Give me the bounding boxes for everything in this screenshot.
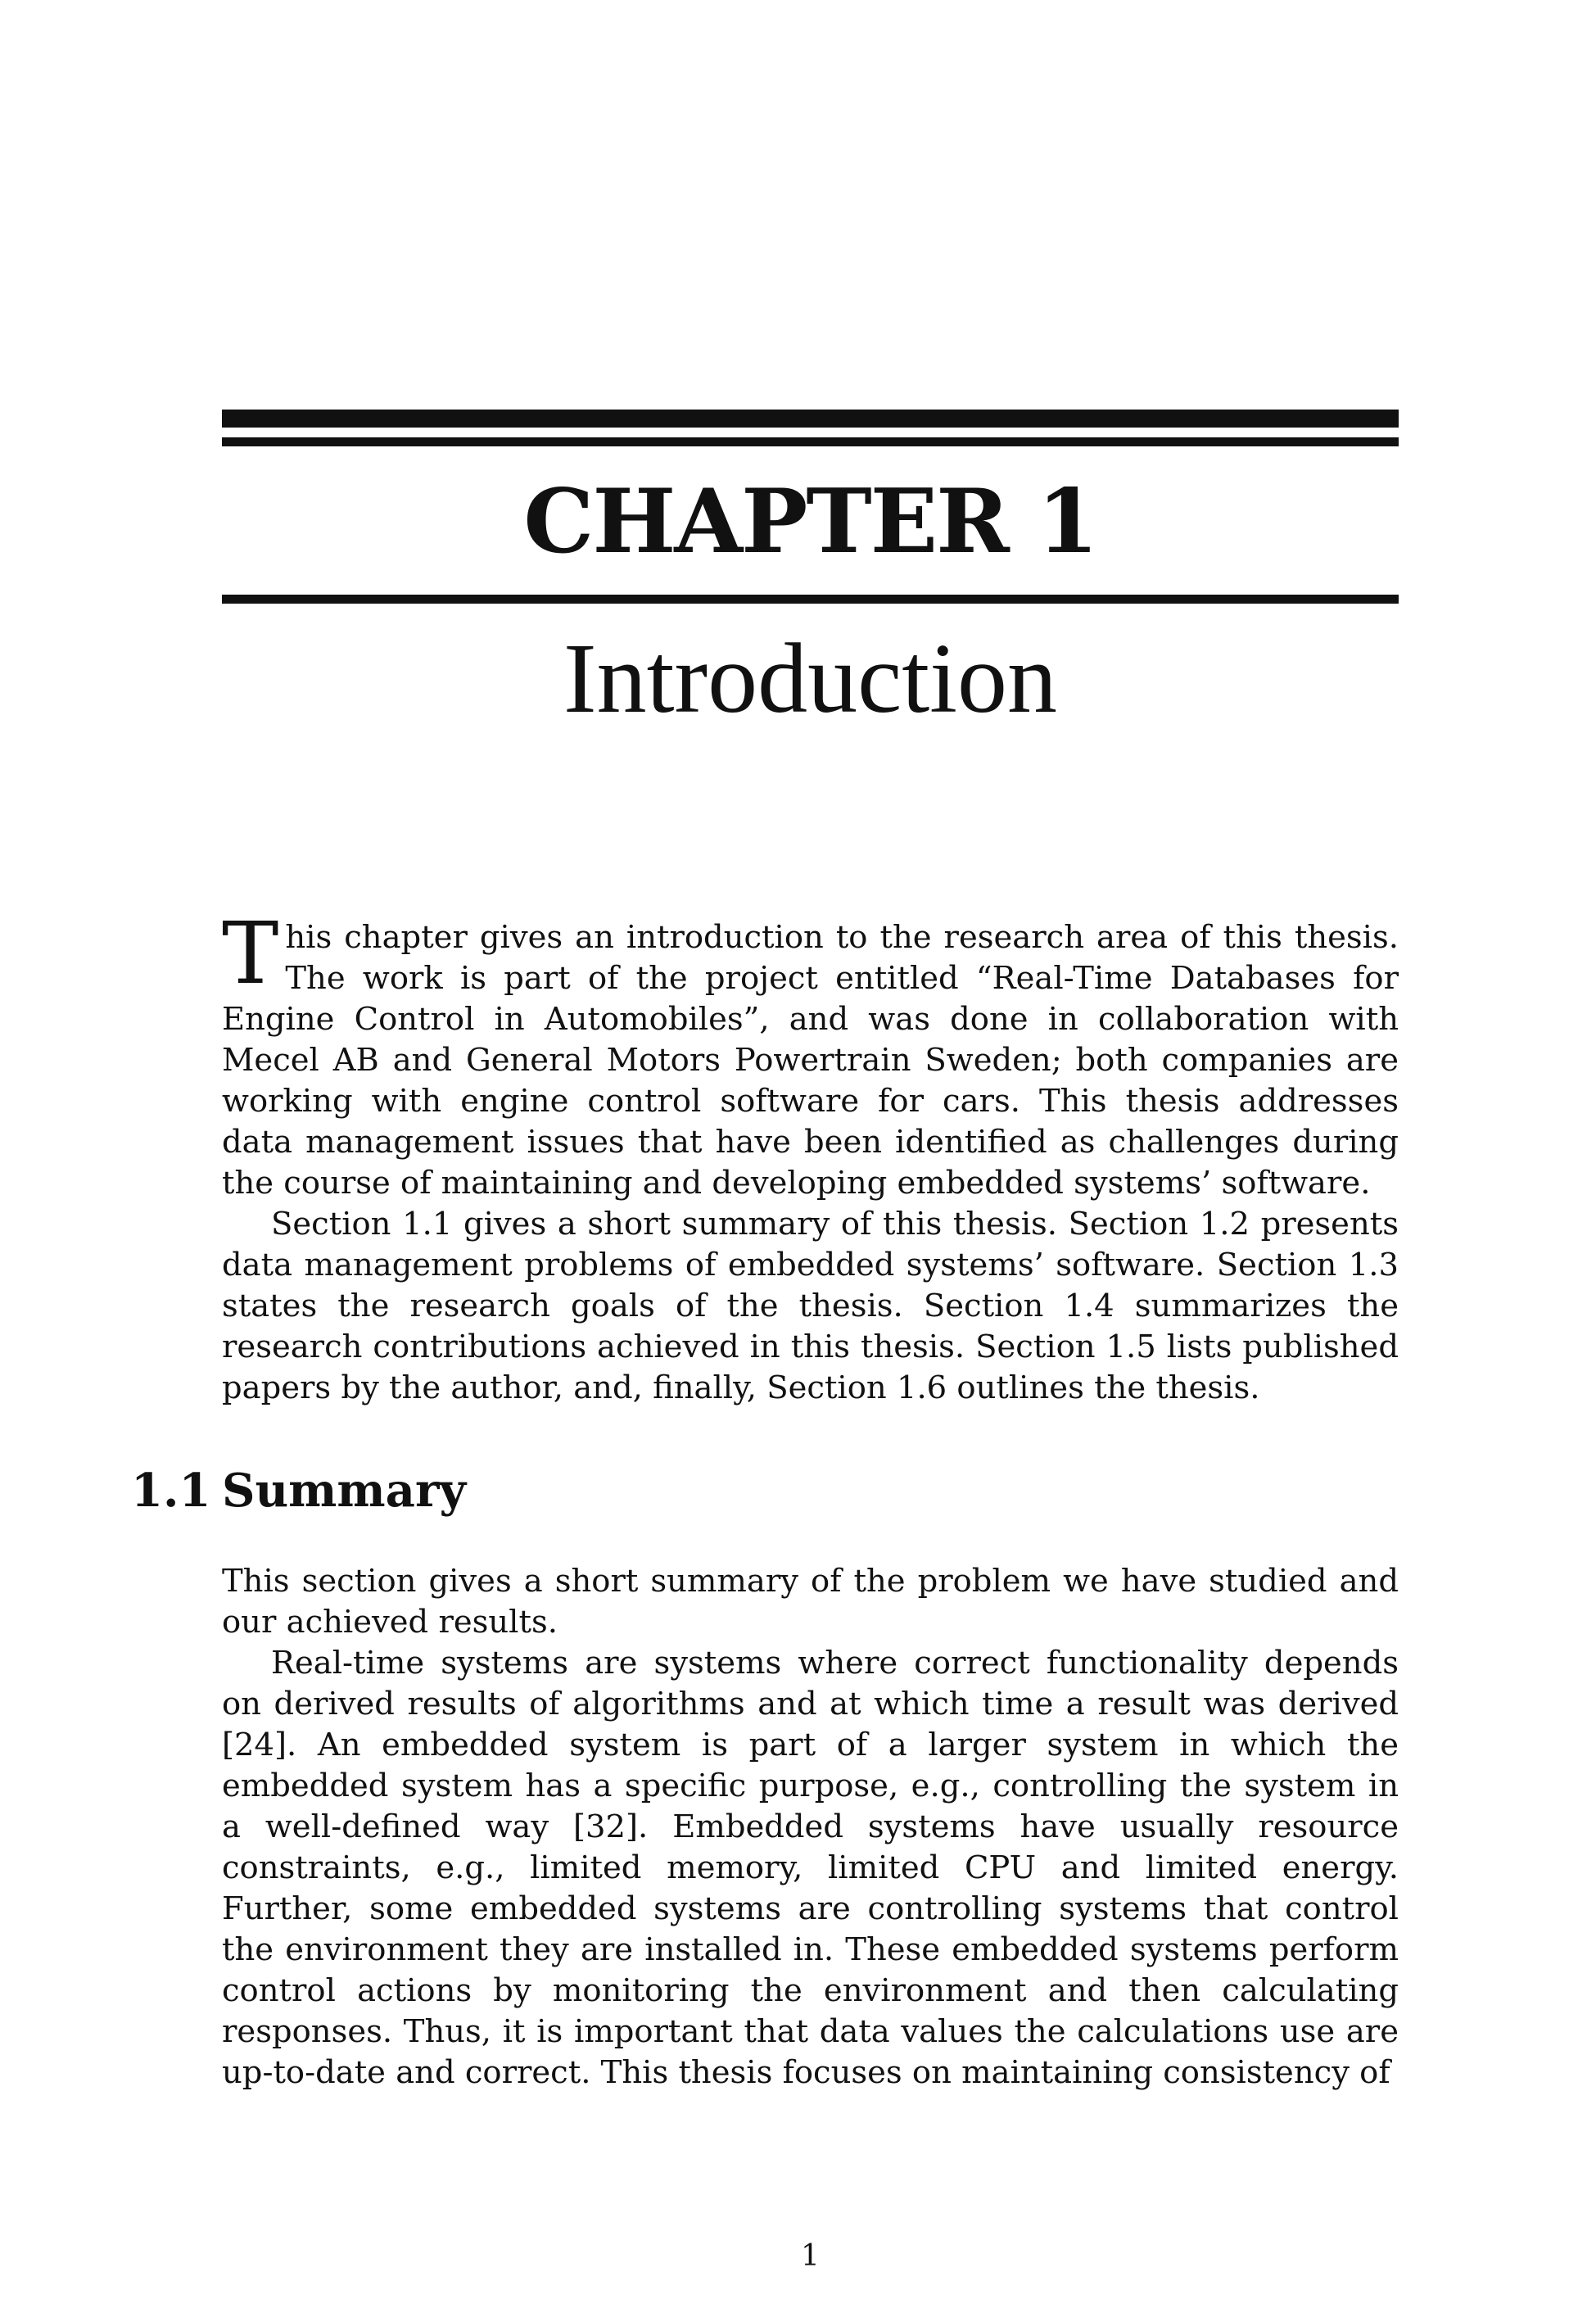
dropcap: T xyxy=(222,903,279,1003)
chapter-intro xyxy=(222,903,1399,1409)
section-number: 1.1 xyxy=(131,1464,211,1518)
intro-paragraph-1 xyxy=(222,903,1399,1204)
intro-paragraph-1-text: his chapter gives an introduction to the research area of this thesis. The work is part of the project entitled “Real-Time Databases for Engine Control in Automobiles”, and was done in collaboration with Mecel AB and General Motors Powertrain Sweden; both companies are working with engine control software for cars. This thesis addresses data management issues that have been identified as challenges during the course of maintaining and developing embedded systems’ software. xyxy=(222,919,1399,1202)
section-heading xyxy=(131,1464,466,1518)
chapter-rule-thick xyxy=(222,410,1399,428)
summary-paragraph-1: This section gives a short summary of the problem we have studied and our achieved results. xyxy=(222,1563,1399,1641)
page-number: 1 xyxy=(801,2239,820,2273)
chapter-rule-thin xyxy=(222,437,1399,446)
intro-paragraph-2: Section 1.1 gives a short summary of this thesis. Section 1.2 presents data management problems of embedded systems’ software. Section 1.3 states the research goals of the thesis. Section 1.4 summarizes the research contributions achieved in this thesis. Section 1.5 lists published papers by the author, and, finally, Section 1.6 outlines the thesis. xyxy=(222,1206,1399,1406)
chapter-title-rule xyxy=(222,595,1399,604)
chapter-title: Introduction xyxy=(563,623,1058,734)
chapter-label: CHAPTER 1 xyxy=(523,470,1097,573)
summary-section-body xyxy=(222,1561,1399,2093)
section-title: Summary xyxy=(222,1464,466,1518)
summary-paragraph-2: Real-time systems are systems where correct functionality depends on derived results of algorithms and at which time a result was derived [24]. An embedded system is part of a larger system in which the embedded system has a specific purpose, e.g., controlling the system in a well-defined way [32]. Embedded systems have usually resource constraints, e.g., limited memory, limited CPU and limited energy. Further, some embedded systems are controlling systems that control the environment they are installed in. These embedded systems perform control actions by monitoring the environment and then calculating responses. Thus, it is important that data values the calculations use are up-to-date and correct. This thesis focuses on maintaining consistency of xyxy=(222,1645,1399,2091)
